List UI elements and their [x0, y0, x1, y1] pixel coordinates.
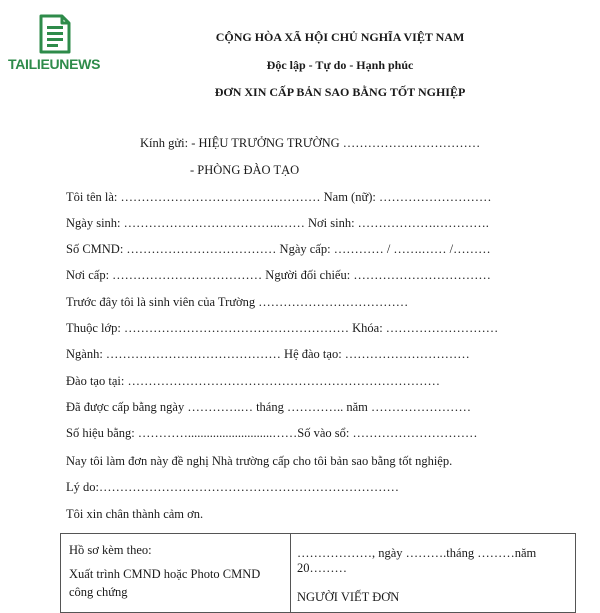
attachment-table — [60, 533, 576, 613]
logo-text: TAILIEUNEWS — [8, 56, 101, 72]
date-line: ………………, ngày ……….tháng ………năm 20……… — [297, 546, 537, 575]
form-line-school: Trước đây tôi là sinh viên của Trường ……………………………… — [66, 295, 409, 309]
signer-label: NGƯỜI VIẾT ĐƠN — [297, 590, 400, 604]
document-icon — [38, 14, 72, 54]
form-line-birth: Ngày sinh: ………………………………..…… Nơi sinh: ……………….…………. — [66, 216, 489, 230]
form-line-name: Tôi tên là: ………………………………………… Nam (nữ): ……………………… — [66, 190, 492, 204]
form-line-major: Ngành: …………………………………… Hệ đào tạo: ………………………… — [66, 347, 470, 361]
attachment-cell — [61, 534, 291, 612]
document-title: ĐƠN XIN CẤP BẢN SAO BẰNG TỐT NGHIỆP — [214, 85, 466, 99]
form-line-id: Số CMND: ……………………………… Ngày cấp: ………… / …….…… /……… — [66, 242, 491, 256]
signature-cell — [291, 534, 575, 612]
recipient-line-1: Kính gửi: - HIỆU TRƯỞNG TRƯỜNG …………………………… — [140, 136, 481, 150]
form-line-class: Thuộc lớp: ……………………………………………… Khóa: ……………………… — [66, 321, 499, 335]
logo — [8, 14, 100, 78]
attachment-heading: Hồ sơ kèm theo: — [69, 543, 152, 557]
form-line-thanks: Tôi xin chân thành cảm ơn. — [66, 507, 204, 521]
form-line-reason: Lý do:……………………………………………………………… — [66, 480, 399, 494]
recipient-line-2: - PHÒNG ĐÀO TẠO — [190, 163, 300, 177]
form-line-diploma-number: Số hiệu bằng: …………...........................……Số vào sổ: ………………………… — [66, 426, 478, 440]
form-line-request: Nay tôi làm đơn này đề nghị Nhà trường cấp cho tôi bản sao bằng tốt nghiệp. — [66, 454, 453, 468]
attachment-item: Xuất trình CMND hoặc Photo CMND công chứng — [69, 567, 261, 599]
motto: Độc lập - Tự do - Hạnh phúc — [266, 58, 414, 72]
form-line-trained-at: Đào tạo tại: ………………………………………………………………… — [66, 374, 440, 388]
form-line-issued-date: Đã được cấp bằng ngày ………….… tháng ………….. năm …………………… — [66, 400, 471, 414]
form-line-issued: Nơi cấp: ……………………………… Người đối chiếu: …………………………… — [66, 268, 491, 282]
country-title: CỘNG HÒA XÃ HỘI CHỦ NGHĨA VIỆT NAM — [215, 30, 465, 44]
